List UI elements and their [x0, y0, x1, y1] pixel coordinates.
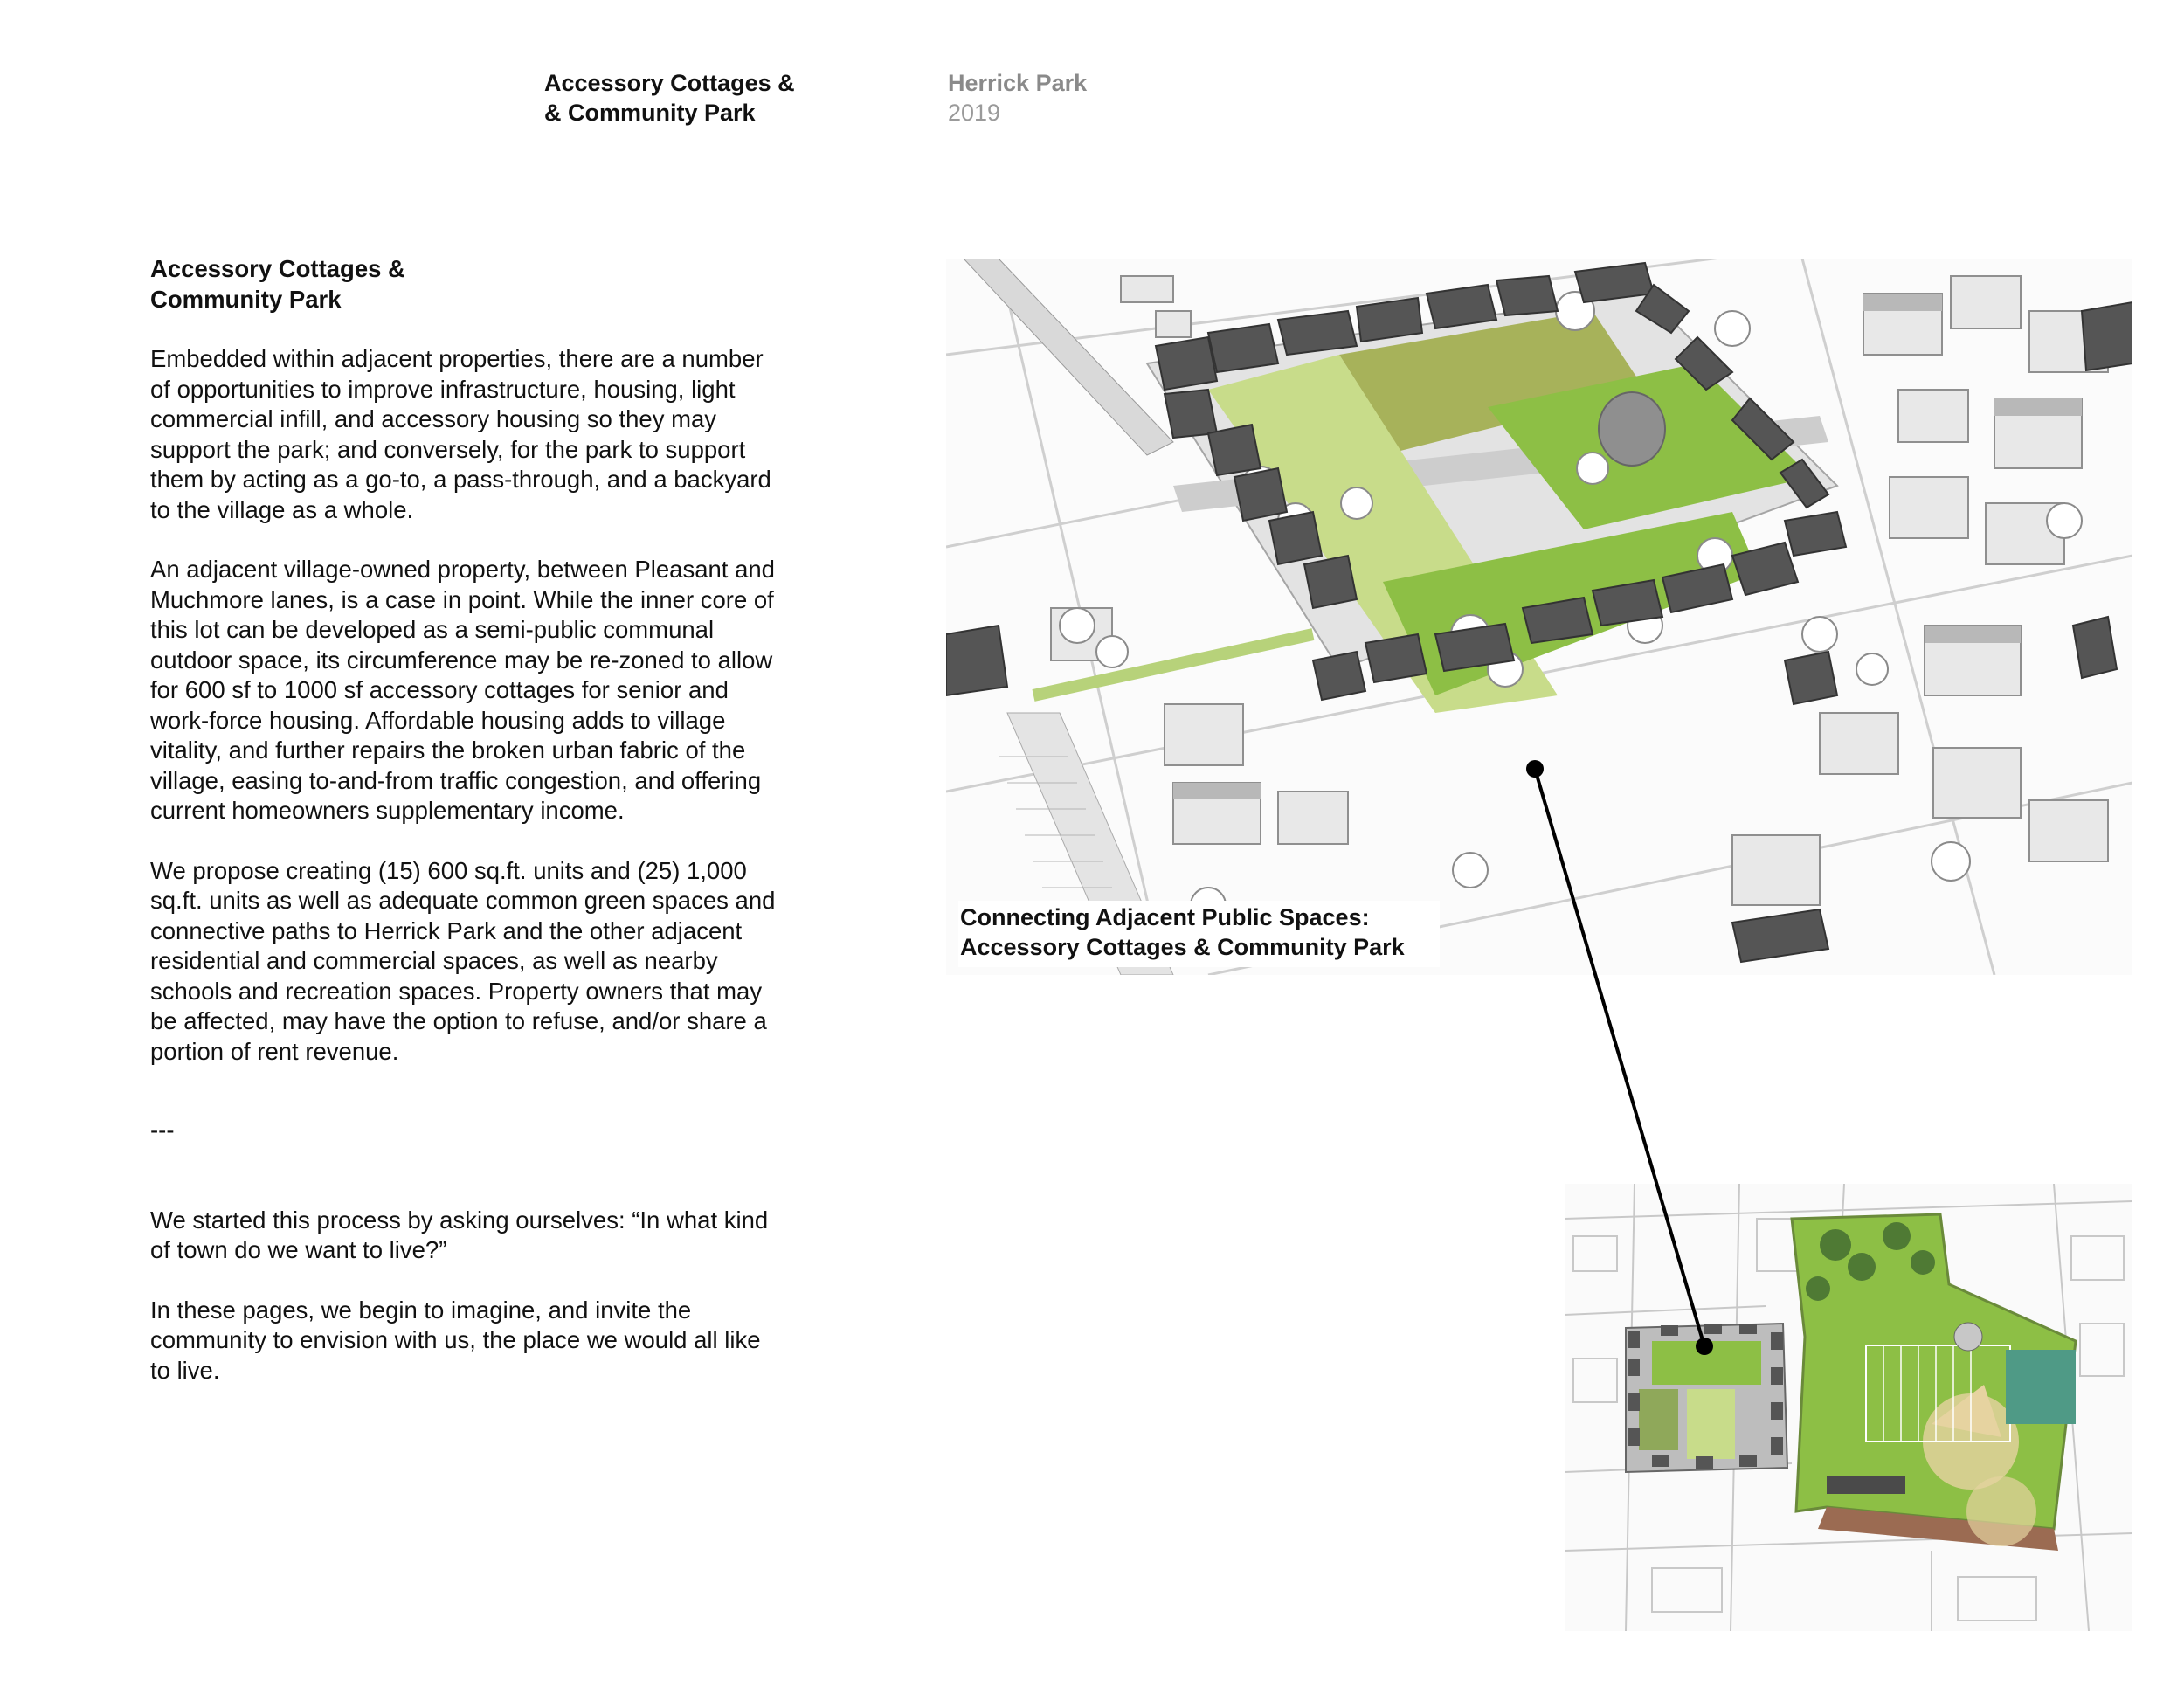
article-heading-line1: Accessory Cottages & — [150, 255, 405, 282]
site-plan — [1565, 1184, 2132, 1631]
article-heading-line2: Community Park — [150, 285, 342, 313]
closing-paragraph: We started this process by asking ourselves: “In what kind of town do we want to live?” — [150, 1206, 769, 1263]
separator: --- — [150, 1117, 175, 1144]
figure-caption — [958, 901, 1440, 967]
article-heading — [150, 254, 779, 315]
paragraph: An adjacent village-owned property, between Pleasant and Muchmore lanes, is a case in point. While the inner core of this lot can be developed as a semi-public communal outdoor space, its circumference may be re-zoned to allow for 600 sf to 1000 sf accessory cottages for senior and work-force housing. Affordable housing adds to village vitality, and further repairs the broken urban fabric of the village, easing to-and-from traffic congestion, and offering current homeowners supplementary income. — [150, 556, 775, 824]
axonometric-site-illustration — [946, 259, 2132, 975]
paragraph: Embedded within adjacent properties, there are a number of opportunities to improve infrastructure, housing, light commercial infill, and accessory housing so they may support the park; and conversely, for the park to support them by acting as a go-to, a pass-through, and a backyard to the village as a whole. — [150, 345, 771, 523]
tennis-court — [2006, 1350, 2076, 1424]
project-title — [544, 68, 795, 128]
project-title-line2: & Community Park — [544, 100, 756, 126]
series-title-block — [948, 68, 1087, 128]
gazebo — [1599, 392, 1665, 466]
year: 2019 — [948, 100, 1001, 126]
plan-gazebo — [1954, 1323, 1982, 1351]
plan-lawn — [1652, 1341, 1761, 1385]
closing-paragraph: In these pages, we begin to imagine, and invite the community to envision with us, the place we would all like to live. — [150, 1296, 761, 1384]
figure-caption-line1: Connecting Adjacent Public Spaces: — [960, 904, 1370, 930]
paragraph: We propose creating (15) 600 sq.ft. units and (25) 1,000 sq.ft. units as well as adequate common green spaces and connective paths to Herrick Park and the other adjacent residential and commercial spaces, as well as nearby schools and recreation spaces. Property owners that may be affected, may have the option to refuse, and/or share a portion of rent revenue. — [150, 856, 776, 1065]
project-title-line1: Accessory Cottages & — [544, 70, 795, 96]
ballfield-south — [1966, 1476, 2036, 1546]
series-title: Herrick Park — [948, 70, 1088, 96]
article-column — [150, 254, 779, 1415]
figure-caption-line2: Accessory Cottages & Community Park — [960, 934, 1405, 960]
